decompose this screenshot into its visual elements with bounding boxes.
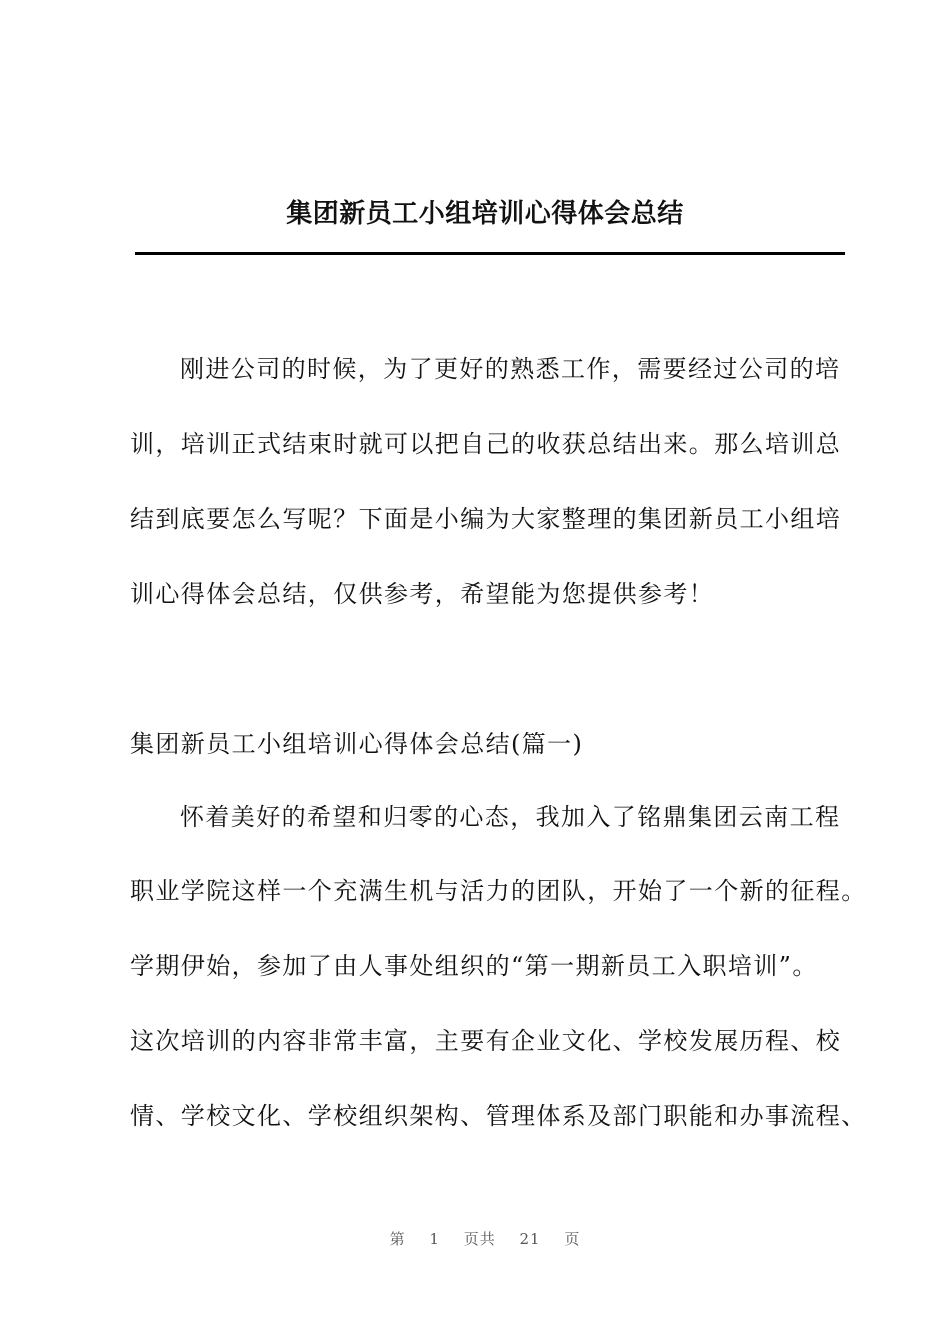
footer-page-prefix: 第 <box>389 1230 406 1248</box>
document-title: 集团新员工小组培训心得体会总结 <box>286 199 684 229</box>
intro-line: 训心得体会总结，仅供参考，希望能为您提供参考！ <box>130 580 715 608</box>
body-line: 怀着美好的希望和归零的心态，我加入了铭鼎集团云南工程 <box>180 803 841 831</box>
body-line: 情、学校文化、学校组织架构、管理体系及部门职能和办事流程、 <box>130 1102 867 1130</box>
body-line: 职业学院这样一个充满生机与活力的团队，开始了一个新的征程。 <box>130 877 867 905</box>
section-heading: 集团新员工小组培训心得体会总结(篇一) <box>130 730 584 758</box>
intro-line: 刚进公司的时候，为了更好的熟悉工作，需要经过公司的培 <box>180 355 841 383</box>
footer-page-middle: 页共 <box>463 1230 496 1248</box>
intro-line: 训，培训正式结束时就可以把自己的收获总结出来。那么培训总 <box>130 430 842 458</box>
page-footer <box>0 1228 950 1249</box>
footer-total-pages: 21 <box>519 1230 541 1248</box>
body-line: 学期伊始，参加了由人事处组织的“第一期新员工入职培训”。 <box>130 952 818 980</box>
footer-page-suffix: 页 <box>564 1230 581 1248</box>
footer-page-number: 1 <box>429 1230 440 1248</box>
intro-line: 结到底要怎么写呢？下面是小编为大家整理的集团新员工小组培 <box>130 505 842 533</box>
body-line: 这次培训的内容非常丰富，主要有企业文化、学校发展历程、校 <box>130 1027 842 1055</box>
title-underline <box>135 252 845 255</box>
